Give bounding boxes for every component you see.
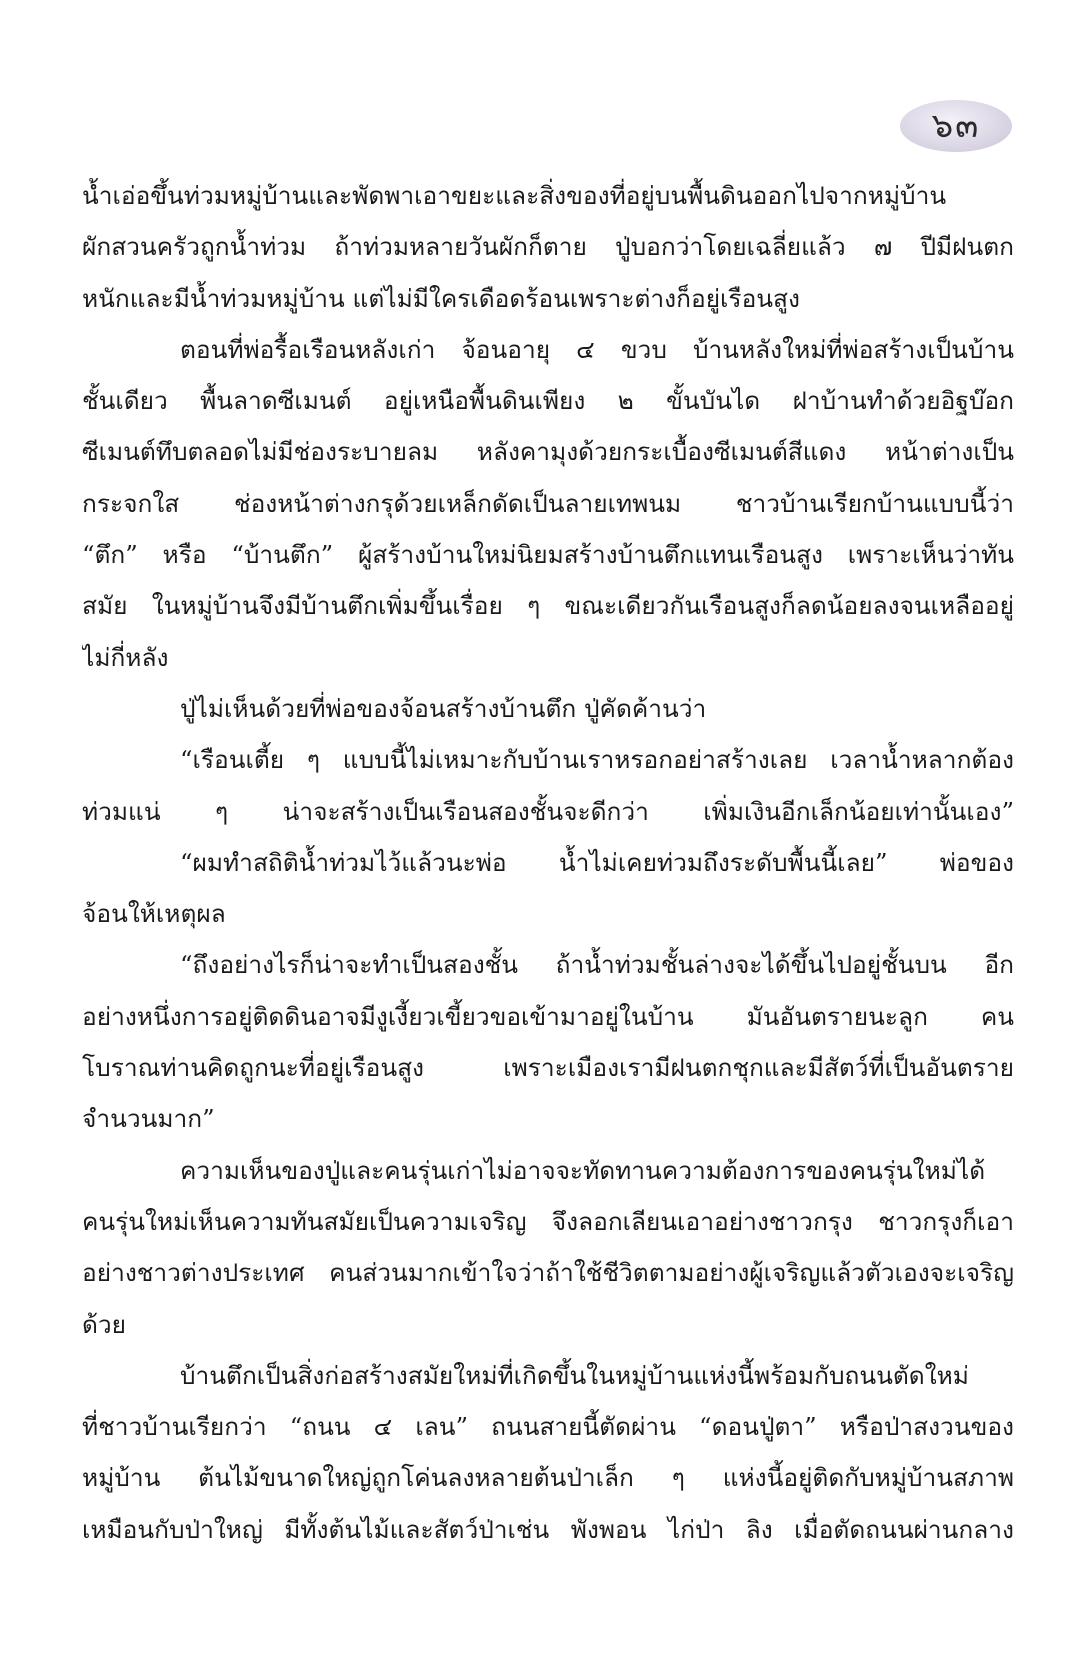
text-line: อย่างหนึ่งการอยู่ติดดินอาจมีงูเงี้ยวเขี้ยวขอเข้ามาอยู่ในบ้าน มันอันตรายนะลูก คน (82, 1001, 1014, 1031)
text-line: ซีเมนต์ทึบตลอดไม่มีช่องระบายลม หลังคามุงด้วยกระเบื้องซีเมนต์สีแดง หน้าต่างเป็น (82, 437, 1014, 467)
paragraph-first-line: บ้านตึกเป็นสิ่งก่อสร้างสมัยใหม่ที่เกิดขึ้นในหมู่บ้านแห่งนี้พร้อมกับถนนตัดใหม่ (180, 1360, 969, 1390)
paragraph-first-line: “ผมทำสถิติน้ำท่วมไว้แล้วนะพ่อ น้ำไม่เคยท่วมถึงระดับพื้นนี้เลย” พ่อของ (180, 847, 1014, 877)
paragraph-first-line: ปู่ไม่เห็นด้วยที่พ่อของจ้อนสร้างบ้านตึก ปู่คัดค้านว่า (180, 693, 707, 723)
body-text (82, 170, 1014, 1555)
paragraph-first-line: ตอนที่พ่อรื้อเรือนหลังเก่า จ้อนอายุ ๔ ขวบ บ้านหลังใหม่ที่พ่อสร้างเป็นบ้าน (180, 334, 1014, 364)
paragraph-first-line: “เรือนเตี้ย ๆ แบบนี้ไม่เหมาะกับบ้านเราหรอกอย่าสร้างเลย เวลาน้ำหลากต้อง (180, 745, 1014, 775)
text-line: จ้อนให้เหตุผล (82, 899, 226, 929)
text-line: ชั้นเดียว พื้นลาดซีเมนต์ อยู่เหนือพื้นดินเพียง ๒ ขั้นบันได ฝาบ้านทำด้วยอิฐบ๊อก (82, 386, 1014, 416)
paragraph-first-line: ความเห็นของปู่และคนรุ่นเก่าไม่อาจจะทัดทานความต้องการของคนรุ่นใหม่ได้ (180, 1155, 986, 1185)
page-number: ๖๓ (931, 106, 981, 146)
paragraph-first-line: “ถึงอย่างไรก็น่าจะทำเป็นสองชั้น ถ้าน้ำท่วมชั้นล่างจะได้ขึ้นไปอยู่ชั้นบน อีก (180, 950, 1014, 980)
text-line: ผักสวนครัวถูกน้ำท่วม ถ้าท่วมหลายวันผักก็ตาย ปู่บอกว่าโดยเฉลี่ยแล้ว ๗ ปีมีฝนตก (82, 232, 1014, 262)
text-line: จำนวนมาก” (82, 1104, 215, 1134)
text-line: โบราณท่านคิดถูกนะที่อยู่เรือนสูง เพราะเมืองเรามีฝนตกชุกและมีสัตว์ที่เป็นอันตราย (82, 1053, 1014, 1083)
text-line: สมัย ในหมู่บ้านจึงมีบ้านตึกเพิ่มขึ้นเรื่อย ๆ ขณะเดียวกันเรือนสูงก็ลดน้อยลงจนเหลืออยู่ (82, 591, 1014, 621)
text-line: หนักและมีน้ำท่วมหมู่บ้าน แต่ไม่มีใครเดือดร้อนเพราะต่างก็อยู่เรือนสูง (82, 283, 800, 313)
text-line: ด้วย (82, 1309, 127, 1339)
text-line: หมู่บ้าน ต้นไม้ขนาดใหญ่ถูกโค่นลงหลายต้นป่าเล็ก ๆ แห่งนี้อยู่ติดกับหมู่บ้านสภาพ (82, 1463, 1014, 1493)
text-line: ที่ชาวบ้านเรียกว่า “ถนน ๔ เลน” ถนนสายนี้ตัดผ่าน “ดอนปู่ตา” หรือป่าสงวนของ (82, 1412, 1014, 1442)
text-line: “ตึก” หรือ “บ้านตึก” ผู้สร้างบ้านใหม่นิยมสร้างบ้านตึกแทนเรือนสูง เพราะเห็นว่าทัน (82, 540, 1014, 570)
text-line: คนรุ่นใหม่เห็นความทันสมัยเป็นความเจริญ จึงลอกเลียนเอาอย่างชาวกรุง ชาวกรุงก็เอา (82, 1206, 1014, 1236)
text-line: ท่วมแน่ ๆ น่าจะสร้างเป็นเรือนสองชั้นจะดีกว่า เพิ่มเงินอีกเล็กน้อยเท่านั้นเอง” (82, 796, 1014, 826)
text-line: ไม่กี่หลัง (82, 642, 169, 672)
page-number-badge (900, 100, 1012, 152)
text-line: น้ำเอ่อขึ้นท่วมหมู่บ้านและพัดพาเอาขยะและสิ่งของที่อยู่บนพื้นดินออกไปจากหมู่บ้าน (82, 181, 947, 210)
text-line: กระจกใส ช่องหน้าต่างกรุด้วยเหล็กดัดเป็นลายเทพนม ชาวบ้านเรียกบ้านแบบนี้ว่า (82, 488, 1014, 518)
text-line: เหมือนกับป่าใหญ่ มีทั้งต้นไม้และสัตว์ป่าเช่น พังพอน ไก่ป่า ลิง เมื่อตัดถนนผ่านกลาง (82, 1514, 1014, 1544)
text-line: อย่างชาวต่างประเทศ คนส่วนมากเข้าใจว่าถ้าใช้ชีวิตตามอย่างผู้เจริญแล้วตัวเองจะเจริญ (82, 1258, 1014, 1288)
